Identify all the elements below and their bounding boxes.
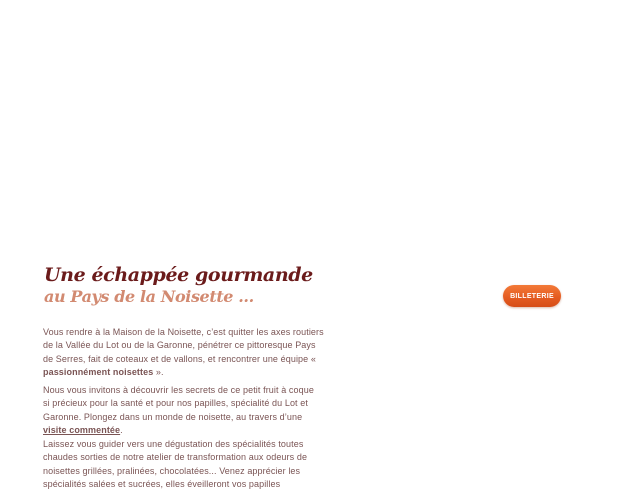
paragraph-line: noisettes grillées, pralinées, chocolatées... Venez apprécier les [43,465,301,476]
degustation-paragraph [43,438,343,492]
paragraph-line-clipped: spécialités salées et sucrées, elles éveilleront vos papilles [43,479,281,490]
paragraph-tail: . [120,425,123,436]
hero-title-line2: au Pays de la Noisette ... [44,287,254,306]
billeterie-button[interactable]: BILLETERIE [503,285,561,307]
discover-paragraph [43,384,343,438]
visite-commentee-link[interactable]: visite commentée [43,425,121,436]
paragraph-line: Nous vous invitons à découvrir les secrets de ce petit fruit à coque [43,385,314,395]
paragraph-line: de Serres, fait de coteaux et de vallons, et rencontrer une équipe « [43,353,316,364]
paragraph-line: Vous rendre à la Maison de la Noisette, c’est quitter les axes routiers [43,327,324,337]
paragraph-line: Garonne. Plongez dans un monde de noisette, au travers d’une [43,411,303,422]
intro-paragraph [43,326,343,380]
paragraph-line: Laissez vous guider vers une dégustation des spécialités toutes [43,439,304,449]
hero-title [44,266,313,305]
hero-title-line1: Une échappée gourmande [44,264,313,286]
paragraph-line: chaudes sorties de notre atelier de transformation aux odeurs de [43,452,308,463]
emphasis-passionnement-noisettes: passionnément noisettes [43,367,154,378]
paragraph-line: de la Vallée du Lot ou de la Garonne, pénétrer ce pittoresque Pays [43,340,316,351]
paragraph-line [43,424,343,437]
paragraph-tail: ». [153,367,164,378]
paragraph-line: si précieux pour la santé et pour nos papilles, spécialité du Lot et [43,398,308,409]
paragraph-line [43,366,343,379]
